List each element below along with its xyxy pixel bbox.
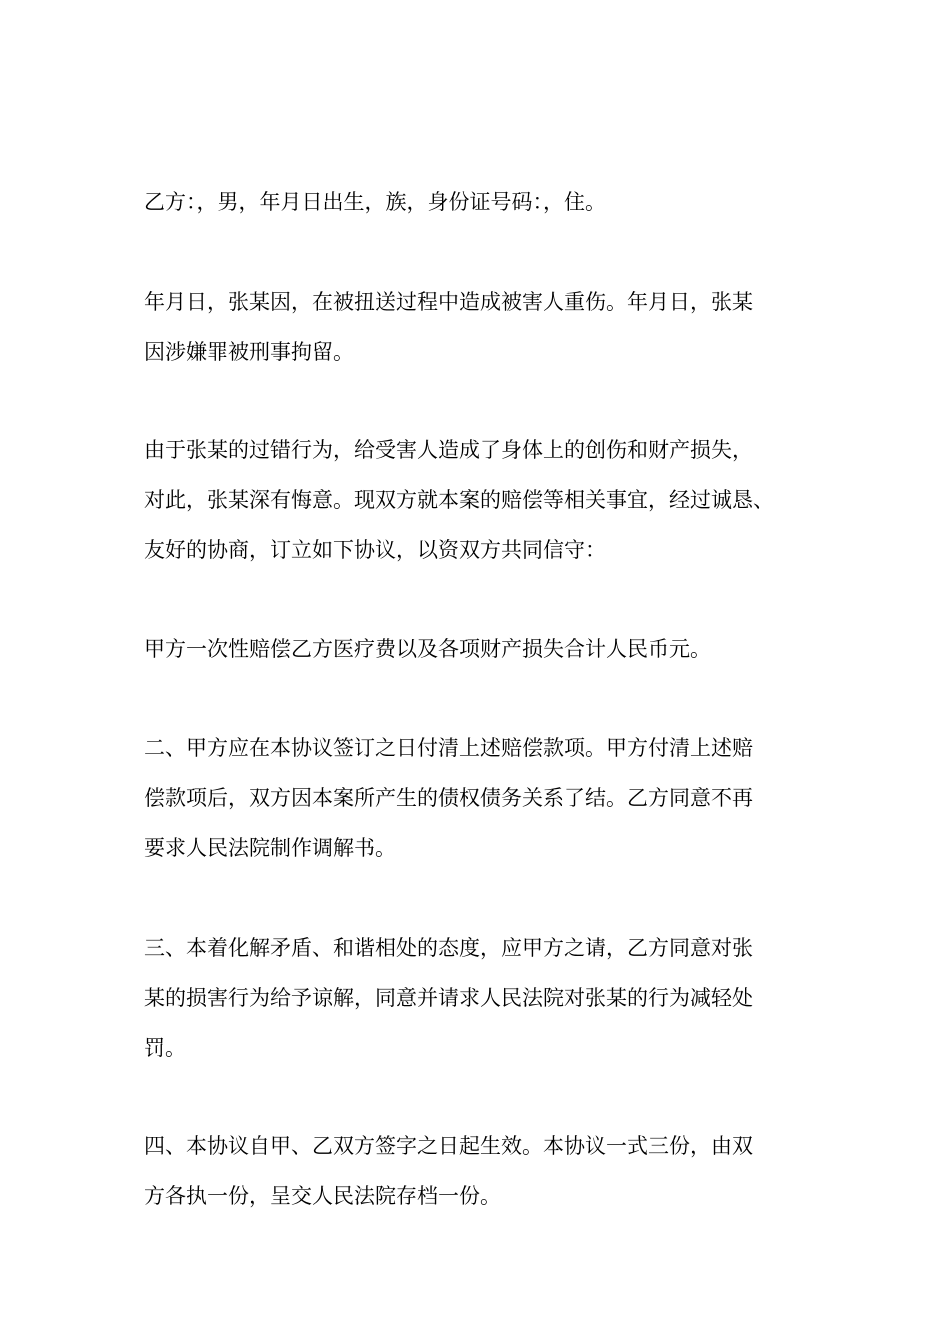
clause-4-line-1: 四、本协议自甲、乙双方签字之日起生效。本协议一式三份，由双 <box>144 1134 753 1158</box>
party-b-line: 乙方：，男，年月日出生，族，身份证号码：，住。 <box>144 190 606 214</box>
clause-2-line-1: 二、甲方应在本协议签订之日付清上述赔偿款项。甲方付清上述赔 <box>144 736 753 760</box>
clause-2-line-3: 要求人民法院制作调解书。 <box>144 836 396 860</box>
preamble-line-1: 由于张某的过错行为，给受害人造成了身体上的创伤和财产损失， <box>144 438 753 462</box>
clause-3-line-1: 三、本着化解矛盾、和谐相处的态度，应甲方之请，乙方同意对张 <box>144 936 753 960</box>
clause-3-line-2: 某的损害行为给予谅解，同意并请求人民法院对张某的行为减轻处 <box>144 986 753 1010</box>
clause-3-line-3: 罚。 <box>144 1036 186 1060</box>
incident-line-1: 年月日，张某因，在被扭送过程中造成被害人重伤。年月日，张某 <box>144 290 753 314</box>
preamble-line-2: 对此，张某深有悔意。现双方就本案的赔偿等相关事宜，经过诚恳、 <box>144 488 774 512</box>
clause-4-line-2: 方各执一份，呈交人民法院存档一份。 <box>144 1184 501 1208</box>
preamble-line-3: 友好的协商，订立如下协议，以资双方共同信守： <box>144 538 606 562</box>
incident-line-2: 因涉嫌罪被刑事拘留。 <box>144 340 354 364</box>
clause-2-line-2: 偿款项后，双方因本案所产生的债权债务关系了结。乙方同意不再 <box>144 786 753 810</box>
clause-1-line: 甲方一次性赔偿乙方医疗费以及各项财产损失合计人民币元。 <box>144 637 711 661</box>
